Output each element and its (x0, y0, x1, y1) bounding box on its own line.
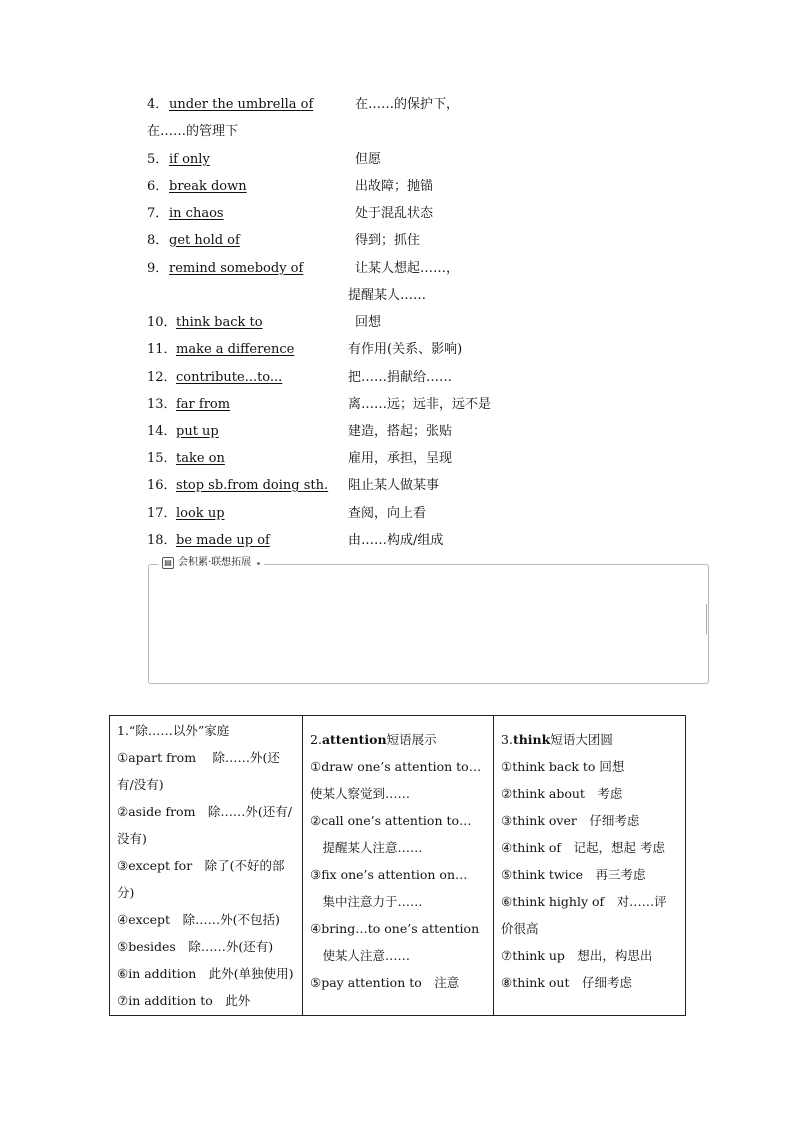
vocab-phrase: contribute...to... (176, 370, 283, 385)
vocab-number: 14． (147, 424, 177, 439)
vocab-phrase: in chaos (169, 206, 224, 221)
list-item: ③fix one’s attention on… (310, 867, 468, 882)
list-item: ⑦in addition to 此外 (117, 993, 251, 1008)
vocab-number: 16． (147, 478, 177, 493)
list-item: ①apart from 除……外(还 (117, 750, 280, 765)
column-title-prefix: 2. (310, 732, 322, 747)
vocab-meaning: 在……的保护下， (355, 97, 460, 112)
list-item: ②call one’s attention to… (310, 813, 472, 828)
accumulate-title: 会积累·联想拓展 (178, 557, 252, 568)
vocab-number: 11． (147, 342, 177, 357)
list-item: 使某人注意…… (310, 948, 411, 963)
vocab-meaning: 建造，搭起；张贴 (348, 424, 453, 439)
column-title-suffix: 短语展示 (386, 732, 437, 747)
vocab-number: 17． (147, 506, 177, 521)
vocab-phrase: take on (176, 451, 225, 466)
column-title (310, 726, 487, 753)
vocab-number: 6． (147, 179, 169, 194)
summary-table (109, 715, 686, 1016)
vocab-meaning-continuation: 在……的管理下 (147, 124, 239, 139)
vocab-phrase: remind somebody of (169, 261, 304, 276)
bullet-dot-icon (257, 562, 260, 565)
summary-column-attention (303, 716, 494, 1016)
vocab-phrase: put up (176, 424, 219, 439)
list-item: 价很高 (501, 921, 539, 936)
column-title-keyword: think (512, 732, 551, 747)
accumulate-box (148, 564, 709, 684)
vocab-phrase: if only (169, 152, 210, 167)
book-icon: ▤ (162, 557, 174, 569)
vocab-meaning: 处于混乱状态 (355, 206, 434, 221)
vocab-meaning: 出故障；抛锚 (355, 179, 434, 194)
list-item: ①draw one’s attention to… (310, 759, 482, 774)
list-item: ①think back to 回想 (501, 759, 625, 774)
list-item: ⑤besides 除……外(还有) (117, 939, 274, 954)
list-item: ⑥in addition 此外(单独使用) (117, 966, 294, 981)
vocab-number: 12． (147, 370, 177, 385)
vocab-phrase: think back to (176, 315, 263, 330)
vocab-phrase: be made up of (176, 533, 270, 548)
column-title-suffix: 短语大团圆 (550, 732, 613, 747)
list-item: ④except 除……外(不包括) (117, 912, 280, 927)
vocab-number: 13． (147, 397, 177, 412)
vocab-number: 10． (147, 315, 177, 330)
vocab-meaning: 雇用，承担，呈现 (348, 451, 453, 466)
vocab-meaning: 由……构成/组成 (348, 533, 444, 548)
list-item: ⑥think highly of 对……评 (501, 894, 667, 909)
vocab-number: 5． (147, 152, 169, 167)
vocab-number: 9． (147, 261, 169, 276)
vocab-phrase: stop sb.from doing sth. (176, 478, 329, 493)
list-item: ④think of 记起，想起 考虑 (501, 840, 666, 855)
divider (706, 604, 707, 634)
list-item: ⑦think up 想出，构思出 (501, 948, 653, 963)
vocab-phrase: break down (169, 179, 247, 194)
list-item: ④bring…to one’s attention (310, 921, 480, 936)
vocab-meaning: 查阅，向上看 (348, 506, 427, 521)
column-title: 1.“除……以外”家庭 (117, 723, 230, 738)
list-item: 分) (117, 885, 135, 900)
vocab-number: 18． (147, 533, 177, 548)
vocab-number: 8． (147, 233, 169, 248)
vocab-meaning: 但愿 (355, 152, 382, 167)
list-item: ⑤think twice 再三考虑 (501, 867, 646, 882)
vocab-meaning-continuation: 提醒某人…… (348, 288, 427, 303)
list-item: ⑤pay attention to 注意 (310, 975, 460, 990)
vocab-phrase: far from (176, 397, 231, 412)
vocab-number: 7． (147, 206, 169, 221)
vocab-meaning: 离……远；远非，远不是 (348, 397, 492, 412)
column-title-keyword: attention (321, 732, 387, 747)
vocab-meaning: 让某人想起……， (355, 261, 460, 276)
list-item: ②aside from 除……外(还有/ (117, 804, 293, 819)
vocab-meaning: 阻止某人做某事 (348, 478, 440, 493)
accumulate-header (158, 556, 264, 570)
vocab-phrase: make a difference (176, 342, 295, 357)
list-item: 集中注意力于…… (310, 894, 423, 909)
list-item: 使某人察觉到…… (310, 786, 411, 801)
vocab-meaning: 有作用(关系、影响) (348, 342, 463, 357)
vocab-meaning: 回想 (355, 315, 382, 330)
list-item: 没有) (117, 831, 147, 846)
vocab-meaning: 把……捐献给…… (348, 370, 453, 385)
list-item: 提醒某人注意…… (310, 840, 423, 855)
summary-column-think (494, 716, 686, 1016)
vocab-meaning: 得到；抓住 (355, 233, 421, 248)
vocab-number: 4． (147, 97, 169, 112)
list-item: 有/没有) (117, 777, 164, 792)
list-item: ⑧think out 仔细考虑 (501, 975, 632, 990)
column-title-prefix: 3. (501, 732, 513, 747)
column-title (501, 726, 679, 753)
vocab-phrase: get hold of (169, 233, 240, 248)
vocab-number: 15． (147, 451, 177, 466)
summary-column-except (110, 716, 303, 1016)
vocab-phrase: under the umbrella of (169, 97, 314, 112)
vocab-phrase: look up (176, 506, 225, 521)
list-item: ②think about 考虑 (501, 786, 623, 801)
list-item: ③except for 除了(不好的部 (117, 858, 285, 873)
list-item: ③think over 仔细考虑 (501, 813, 640, 828)
